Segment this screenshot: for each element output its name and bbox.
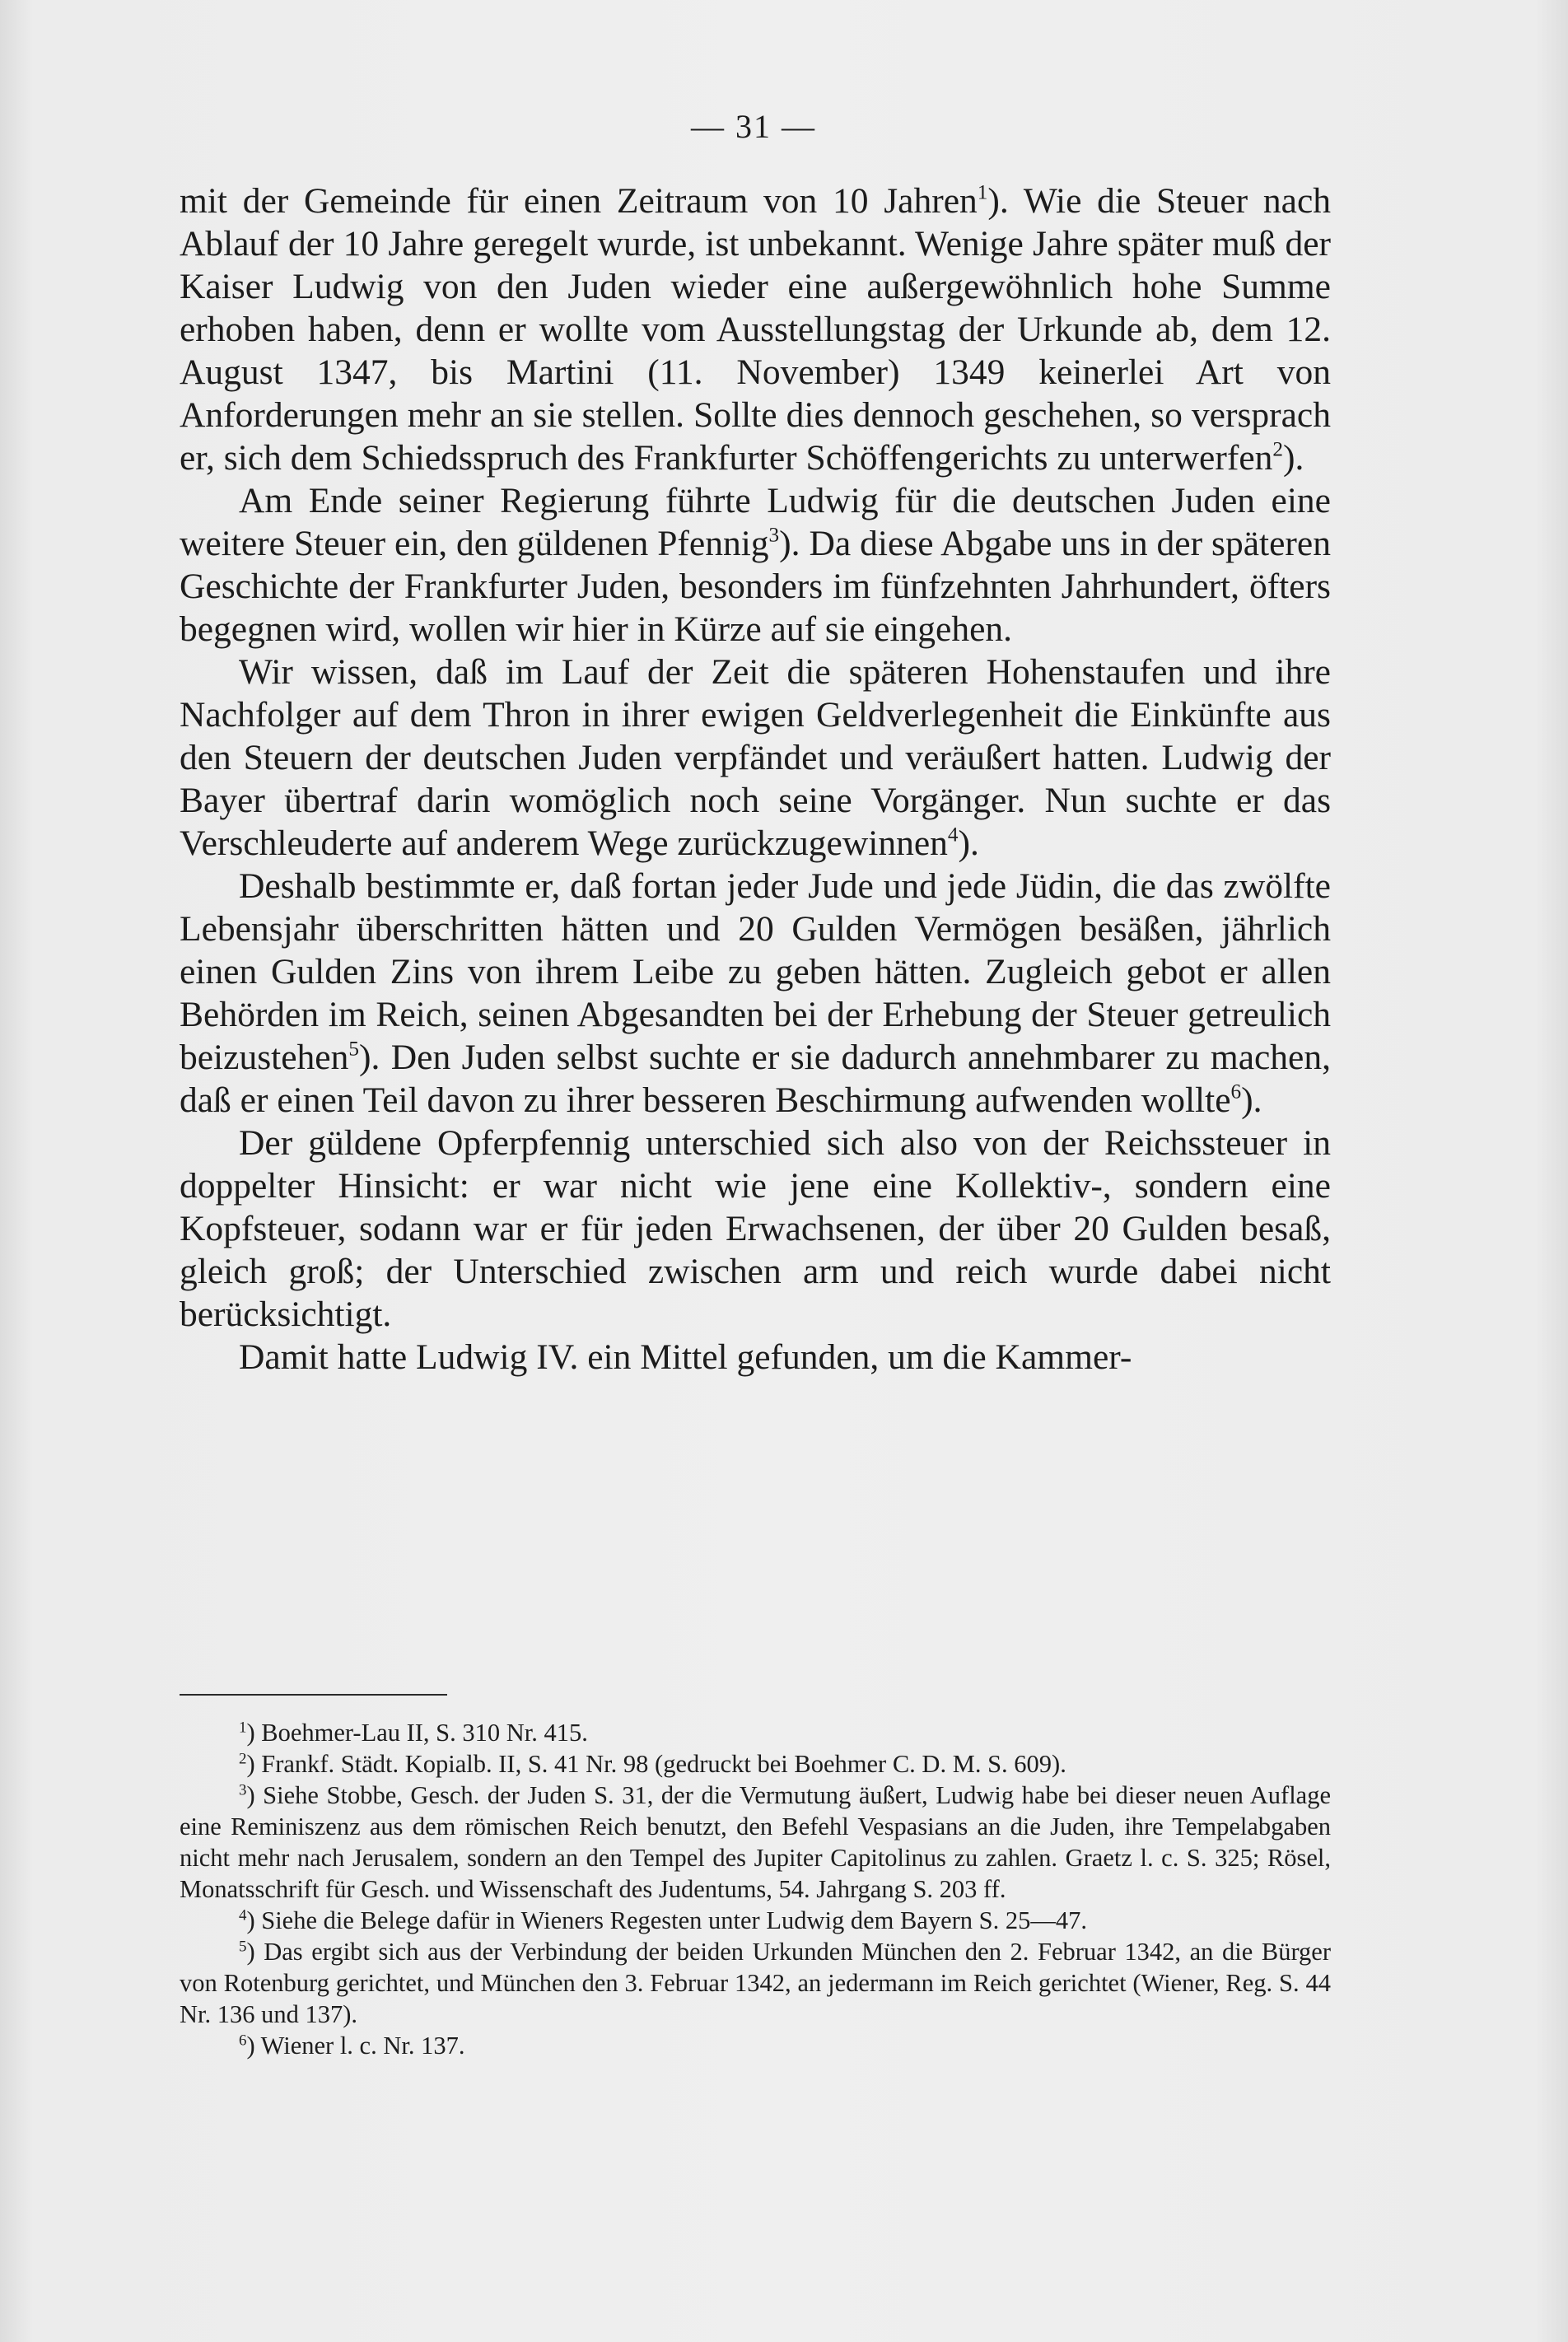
paragraph [180, 651, 1331, 865]
paragraph [180, 865, 1331, 1122]
footnote-ref: 6 [1230, 1080, 1242, 1103]
footnotes [180, 1717, 1331, 2061]
footnote-number: 1 [239, 1719, 247, 1737]
footnote-text: ) Das ergibt sich aus der Verbindung der beiden Urkunden München den 2. Februar 1342, an die Bürger von Rotenburg gerichtet, und München den 3. Februar 1342, an jedermann im Reich gerichtet (Wiener, Reg. S. 44 Nr. 136 und 137). [180, 1938, 1331, 2028]
text-span: mit der Gemeinde für einen Zeitraum von 10 Jahren [180, 181, 978, 221]
paragraph [180, 479, 1331, 651]
footnote-ref: 4 [947, 823, 959, 847]
footnote-divider [180, 1694, 447, 1696]
footnote-text: ) Frankf. Städt. Kopialb. II, S. 41 Nr. 98 (gedruckt bei Boehmer C. D. M. S. 609). [246, 1750, 1066, 1778]
footnote-ref: 5 [348, 1038, 359, 1061]
text-span: ). [958, 823, 979, 863]
footnote [180, 1905, 1331, 1936]
footnote-text: ) Siehe die Belege dafür in Wieners Regesten unter Ludwig dem Bayern S. 25—47. [246, 1906, 1087, 1934]
paragraph [180, 1336, 1331, 1379]
footnote [180, 2030, 1331, 2061]
text-span: ). Da diese Abgabe uns in der späteren Geschichte der Frankfurter Juden, besonders im fünfzehnten Jahrhundert, öfters begegnen wird, wollen wir hier in Kürze auf sie eingehen. [180, 524, 1331, 649]
text-span: Der güldene Opferpfennig unterschied sich also von der Reichssteuer in doppelter Hinsicht: er war nicht wie jene eine Kollektiv-, sondern eine Kopfsteuer, sodann war er für jeden Erwachsenen, der über 20 Gulden besaß, gleich groß; der Unterschied zwischen arm und reich wurde dabei nicht berücksichtigt. [180, 1123, 1331, 1334]
text-span: ). [1283, 438, 1304, 478]
text-span: ). Den Juden selbst suchte er sie dadurch annehmbarer zu machen, daß er einen Teil davon zu ihrer besseren Beschirmung aufwenden wollte [180, 1038, 1331, 1120]
text-span: ). Wie die Steuer nach Ablauf der 10 Jahre geregelt wurde, ist unbekannt. Wenige Jahre später muß der Kaiser Ludwig von den Juden wieder eine außergewöhnlich hohe Summe erhoben haben, denn er wollte vom Ausstellungstag der Urkunde ab, dem 12. August 1347, bis Martini (11. November) 1349 keinerlei Art von Anforderungen mehr an sie stellen. Sollte dies dennoch geschehen, so versprach er, sich dem Schiedsspruch des Frankfurter Schöffengerichts zu unterwerfen [180, 181, 1331, 478]
text-span: Deshalb bestimmte er, daß fortan jeder Jude und jede Jüdin, die das zwölfte Lebensjahr überschritten hätten und 20 Gulden Vermögen besäßen, jährlich einen Gulden Zins von ihrem Leibe zu geben hätten. Zugleich gebot er allen Behörden im Reich, seinen Abgesandten bei der Erhebung der Steuer getreulich beizustehen [180, 866, 1331, 1077]
page-number: — 31 — [691, 108, 816, 145]
footnote-ref: 3 [768, 524, 780, 547]
footnote-ref: 2 [1272, 438, 1283, 461]
paragraph [180, 1122, 1331, 1336]
footnote [180, 1936, 1331, 2030]
text-span: Damit hatte Ludwig IV. ein Mittel gefunden, um die Kammer- [239, 1337, 1132, 1377]
footnote-number: 2 [239, 1750, 247, 1768]
text-span: Am Ende seiner Regierung führte Ludwig für die deutschen Juden eine weitere Steuer ein, den güldenen Pfennig [180, 481, 1331, 563]
footnote [180, 1748, 1331, 1780]
footnote-text: ) Siehe Stobbe, Gesch. der Juden S. 31, der die Vermutung äußert, Ludwig habe bei dieser neuen Auflage eine Reminiszenz aus dem römischen Reich benutzt, den Befehl Vespasians an die Juden, ihre Tempelabgaben nicht mehr nach Jerusalem, sondern an den Tempel des Jupiter Capitolinus zu zahlen. Graetz l. c. S. 325; Rösel, Monatsschrift für Gesch. und Wissenschaft des Judentums, 54. Jahrgang S. 203 ff. [180, 1781, 1331, 1903]
text-span: Wir wissen, daß im Lauf der Zeit die späteren Hohenstaufen und ihre Nachfolger auf dem Thron in ihrer ewigen Geldverlegenheit die Einkünfte aus den Steuern der deutschen Juden verpfändet und veräußert hatten. Ludwig der Bayer übertraf darin womöglich noch seine Vorgänger. Nun suchte er das Verschleuderte auf anderem Wege zurückzugewinnen [180, 652, 1331, 863]
footnote-number: 6 [239, 2032, 247, 2050]
footnote-text: ) Wiener l. c. Nr. 137. [246, 2032, 465, 2060]
paragraph [180, 180, 1331, 479]
footnote-number: 3 [239, 1781, 247, 1799]
footnote-number: 5 [239, 1938, 247, 1956]
main-text [180, 180, 1331, 1379]
footnote [180, 1780, 1331, 1905]
footnote [180, 1717, 1331, 1748]
footnote-text: ) Boehmer-Lau II, S. 310 Nr. 415. [246, 1719, 588, 1747]
footnote-ref: 1 [977, 181, 988, 204]
text-span: ). [1241, 1080, 1262, 1120]
footnote-number: 4 [239, 1906, 247, 1924]
